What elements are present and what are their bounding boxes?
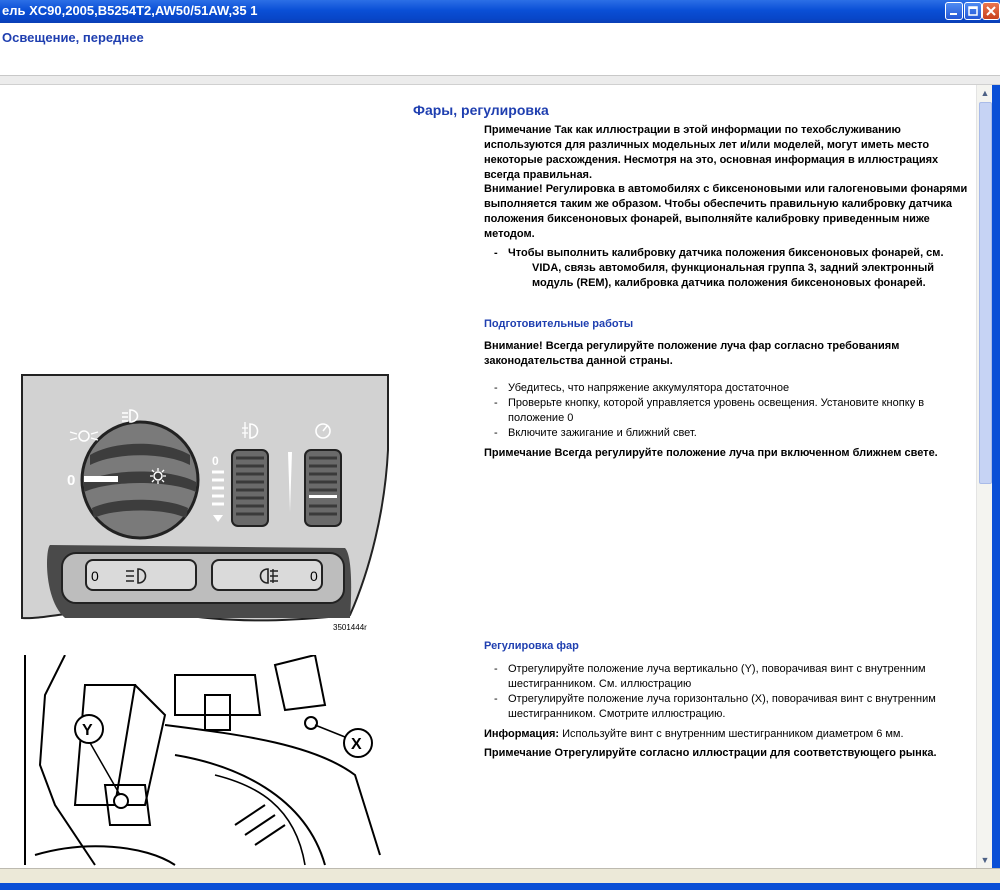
scroll-thumb[interactable] [979, 102, 992, 484]
pane-divider[interactable] [0, 76, 1000, 85]
button-left-zero: 0 [91, 568, 99, 584]
maximize-icon [965, 3, 981, 19]
minimize-button[interactable] [945, 2, 963, 20]
figure-code: 3501444r [333, 623, 367, 632]
note-market: Примечание Отрегулируйте согласно иллюстрации для соответствующего рынка. [484, 747, 937, 759]
list-item: Включите зажигание и ближний свет. [508, 427, 697, 439]
list-item: Убедитесь, что напряжение аккумулятора достаточное [508, 382, 790, 394]
note-illustrations: Примечание Так как иллюстрации в этой информации по техобслуживанию используются для различных модельных лет и/или моделей, могут иметь место некоторые расхождения. Несмотря на это, основная информация в иллюстрациях всегда правильная. [484, 124, 939, 181]
list-item: Отрегулируйте положение луча горизонтально (X), поворачивая винт с внутренним шестигранником. Смотрите иллюстрацию. [508, 693, 936, 720]
switch-zero-label: 0 [67, 472, 76, 489]
light-switch-illustration [0, 370, 400, 635]
list-item: Проверьте кнопку, которой управляется уровень освещения. Установите кнопку в положение 0 [508, 397, 925, 424]
label-x: X [351, 736, 362, 753]
list-item-calibration: Чтобы выполнить калибровку датчика положения биксеноновых фонарей, см. VIDA, связь автомобиля, функциональная группа 3, задний электронный модуль (REM), калибровка датчика положения биксеноновых фонарей. [508, 247, 944, 289]
article-heading: Фары, регулировка [413, 102, 549, 118]
label-y: Y [82, 722, 93, 739]
adjust-heading: Регулировка фар [484, 640, 579, 652]
note-low-beam: Примечание Всегда регулируйте положение луча при включенном ближнем свете. [484, 447, 938, 459]
window-title: ель XC90,2005,B5254T2,AW50/51AW,35 1 [2, 3, 258, 18]
info-line [484, 727, 964, 742]
status-bar [0, 868, 1000, 890]
close-button[interactable] [982, 2, 1000, 20]
scroll-up-icon[interactable]: ▲ [980, 88, 990, 98]
vertical-scrollbar[interactable] [976, 85, 993, 868]
prep-heading: Подготовительные работы [484, 318, 634, 330]
minimize-icon [946, 3, 962, 19]
scroll-down-icon[interactable]: ▼ [980, 855, 990, 865]
level-zero-label: 0 [212, 454, 219, 468]
headlight-adjustment-illustration [15, 655, 385, 868]
list-bullet: - [494, 382, 498, 394]
list-item: Отрегулируйте положение луча вертикально (Y), поворачивая винт с внутренним шестигранником. См. иллюстрацию [508, 663, 926, 690]
list-bullet: - [494, 663, 498, 675]
window-frame [992, 85, 1000, 868]
list-bullet: - [494, 247, 498, 259]
info-label: Информация: [484, 728, 560, 740]
info-text: Используйте винт с внутренним шестигранником диаметром 6 мм. [559, 728, 904, 740]
warning-legislation: Внимание! Всегда регулируйте положение луча фар согласно требованиям законодательства данной страны. [484, 340, 900, 367]
maximize-button[interactable] [964, 2, 982, 20]
header-pane [0, 23, 1000, 76]
section-title: Освещение, переднее [2, 30, 144, 45]
warning-calibration: Внимание! Регулировка в автомобилях с биксеноновыми или галогеновыми фонарями выполняется таким же образом. Чтобы обеспечить правильную калибровку датчика положения биксеноновых фонарей, выполняйте калибровку приведенным ниже методом. [484, 183, 968, 240]
list-bullet: - [494, 693, 498, 705]
title-bar [0, 0, 1000, 23]
button-right-zero: 0 [310, 568, 318, 584]
close-icon [983, 3, 999, 19]
list-bullet: - [494, 427, 498, 439]
list-bullet: - [494, 397, 498, 409]
